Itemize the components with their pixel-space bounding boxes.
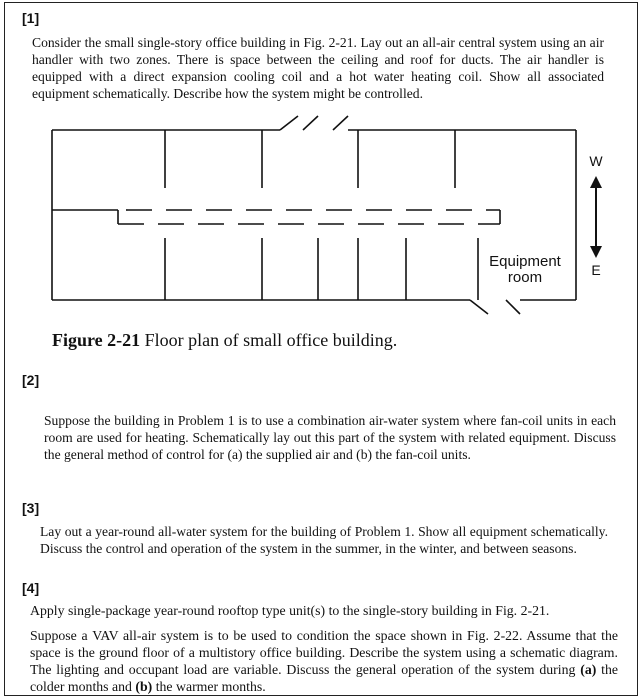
problem-4-text <box>30 627 618 695</box>
problem-4-text-end: the warmer months. <box>152 679 266 694</box>
entry-door-a <box>303 116 318 130</box>
figure-caption-text: Floor plan of small office building. <box>144 330 398 350</box>
problem-2-text: Suppose the building in Problem 1 is to use a combination air-water system where fan-coil units in each room are used for heating. Schematically lay out this part of the system with related equipment. Discuss the general method of control for (a) the supplied air and (b) the fan-coil units. <box>44 413 616 462</box>
entry-door-left <box>280 116 298 130</box>
problem-3-text: Lay out a year-round all-water system for the building of Problem 1. Show all equipment schematically. Discuss the control and operation of the system in the summer, in the winter, and between seasons. <box>40 524 608 556</box>
bottom-door <box>470 300 488 314</box>
entry-door-b <box>333 116 348 130</box>
compass-arrow-down-icon <box>590 246 602 258</box>
bottom-door-b <box>506 300 520 314</box>
compass-arrow-up-icon <box>590 176 602 188</box>
problem-1-label: [1] <box>22 10 40 26</box>
figure-caption-number: Figure 2-21 <box>52 330 141 350</box>
problem-4-text-main: Suppose a VAV all-air system is to be used to condition the space shown in Fig. 2-22. Assume that the space is the ground floor of a multistory office building. Describe the system using a schematic diagram. The lighting and occupant load are variable. Discuss the general operation of the system during <box>30 628 618 677</box>
problem-3-label: [3] <box>22 500 40 516</box>
compass-west-label: W <box>589 153 603 169</box>
equipment-room-label-line1: Equipment <box>489 253 561 270</box>
problem-4-label: [4] <box>22 580 40 596</box>
problem-4-part-b: (b) <box>135 679 153 694</box>
problem-2-label: [2] <box>22 372 40 388</box>
problem-4-text-mid: the colder months and <box>30 662 618 694</box>
equipment-room-label-line2: room <box>507 269 543 286</box>
figure-caption <box>52 330 397 351</box>
problem-4-part-a: (a) <box>580 662 597 677</box>
compass-east-label: E <box>591 262 601 278</box>
problem-4-line1: Apply single-package year-round rooftop type unit(s) to the single-story building in Fig. 2-21. <box>30 603 550 618</box>
problem-1-text: Consider the small single-story office building in Fig. 2-21. Lay out an all-air central system using an air handler with two zones. There is space between the ceiling and roof for ducts. The air handler is equipped with a direct expansion cooling coil and a hot water heating coil. Show all associated equipment schematically. Describe how the system might be controlled. <box>32 35 604 101</box>
